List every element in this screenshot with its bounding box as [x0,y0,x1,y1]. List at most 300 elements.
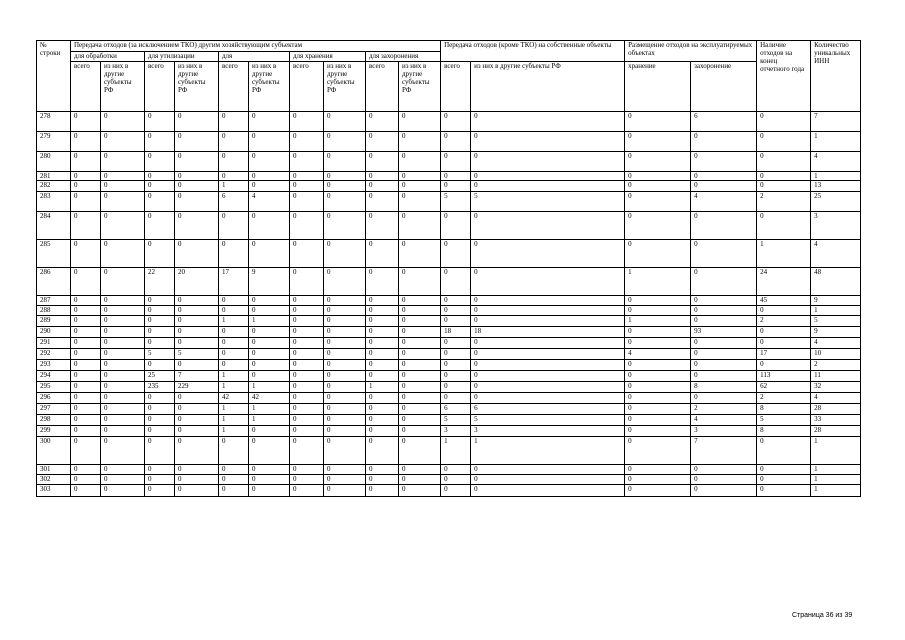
header-other-subjects-own: из них в другие субъекты РФ [471,62,625,112]
table-cell: 10 [811,349,861,360]
row-number-cell: 303 [37,485,71,497]
table-cell: 0 [399,437,441,465]
table-cell: 0 [441,371,471,382]
table-cell: 2 [757,393,811,404]
table-cell: 0 [145,437,175,465]
table-cell: 0 [175,212,219,240]
table-cell: 0 [290,338,324,349]
table-cell: 3 [691,426,757,437]
row-number-cell: 293 [37,360,71,371]
table-cell: 0 [471,212,625,240]
table-cell: 0 [71,327,101,338]
header-total: всего [219,62,249,112]
table-cell: 0 [175,240,219,268]
table-cell: 8 [757,404,811,415]
table-cell: 0 [399,404,441,415]
row-number-cell: 286 [37,268,71,296]
table-cell: 1 [625,316,691,327]
table-cell: 2 [691,404,757,415]
table-cell: 0 [366,426,399,437]
table-cell: 1 [811,437,861,465]
table-cell: 2 [757,316,811,327]
table-cell: 0 [101,415,145,426]
row-number-cell: 287 [37,296,71,306]
table-cell: 0 [399,360,441,371]
table-cell: 0 [249,112,290,132]
table-cell: 0 [71,132,101,152]
table-cell: 0 [399,338,441,349]
table-cell: 0 [625,212,691,240]
table-cell: 1 [249,415,290,426]
table-cell: 0 [399,268,441,296]
table-cell: 0 [145,415,175,426]
table-cell: 0 [399,296,441,306]
table-cell: 1 [249,404,290,415]
table-cell: 0 [290,371,324,382]
table-cell: 0 [71,393,101,404]
table-cell: 42 [249,393,290,404]
table-cell: 0 [757,181,811,192]
table-body [37,112,861,497]
table-cell: 0 [399,240,441,268]
table-cell: 0 [324,338,366,349]
table-cell: 0 [101,404,145,415]
table-cell: 3 [471,426,625,437]
table-cell: 0 [399,371,441,382]
table-cell: 0 [441,152,471,172]
row-number-cell: 294 [37,371,71,382]
row-number-cell: 279 [37,132,71,152]
table-cell: 0 [101,371,145,382]
table-cell: 0 [366,296,399,306]
table-cell: 1 [366,382,399,393]
table-cell: 0 [441,316,471,327]
table-cell: 0 [290,349,324,360]
table-cell: 11 [811,371,861,382]
table-cell: 0 [290,404,324,415]
table-cell: 0 [691,393,757,404]
table-cell: 0 [101,382,145,393]
table-cell: 0 [101,132,145,152]
table-cell: 0 [219,296,249,306]
row-number-cell: 295 [37,382,71,393]
table-cell: 62 [757,382,811,393]
table-cell: 0 [366,437,399,465]
table-cell: 0 [249,172,290,181]
table-cell: 113 [757,371,811,382]
table-cell: 0 [399,152,441,172]
table-cell: 0 [71,306,101,316]
table-cell: 1 [625,268,691,296]
table-cell: 0 [249,338,290,349]
header-burial: для захоронения [366,52,441,62]
table-cell: 0 [757,152,811,172]
table-cell: 5 [471,415,625,426]
row-number-cell: 289 [37,316,71,327]
table-cell: 0 [324,426,366,437]
table-cell: 1 [441,437,471,465]
row-number-cell: 291 [37,338,71,349]
table-cell: 5 [757,415,811,426]
table-cell: 0 [625,172,691,181]
table-cell: 0 [175,360,219,371]
table-cell: 13 [811,181,861,192]
table-cell: 0 [471,172,625,181]
table-cell: 229 [175,382,219,393]
table-cell: 5 [441,192,471,212]
table-cell: 0 [757,327,811,338]
table-cell: 0 [366,475,399,485]
table-row [37,485,861,497]
header-other-subjects: из них в другие субъекты РФ [175,62,219,112]
table-cell: 17 [219,268,249,296]
table-row [37,212,861,240]
table-cell: 6 [441,404,471,415]
table-cell: 0 [290,192,324,212]
table-cell: 0 [290,327,324,338]
table-cell: 0 [324,240,366,268]
table-cell: 0 [219,475,249,485]
table-cell: 0 [175,132,219,152]
table-cell: 0 [691,360,757,371]
table-cell: 0 [441,360,471,371]
table-cell: 0 [219,360,249,371]
table-cell: 0 [399,393,441,404]
table-cell: 0 [175,327,219,338]
table-cell: 0 [290,360,324,371]
table-cell: 0 [399,181,441,192]
table-cell: 0 [290,426,324,437]
table-cell: 0 [249,437,290,465]
table-cell: 0 [219,172,249,181]
table-cell: 0 [290,112,324,132]
table-cell: 4 [811,393,861,404]
table-cell: 9 [811,296,861,306]
table-cell: 0 [399,415,441,426]
table-cell: 25 [145,371,175,382]
table-cell: 0 [399,132,441,152]
table-cell: 0 [366,172,399,181]
table-cell: 0 [101,172,145,181]
table-cell: 0 [219,212,249,240]
table-cell: 0 [441,393,471,404]
table-row [37,132,861,152]
header-total: всего [441,62,471,112]
table-cell: 0 [625,132,691,152]
table-cell: 0 [625,485,691,497]
table-cell: 0 [441,132,471,152]
table-row [37,327,861,338]
table-cell: 0 [471,465,625,475]
table-cell: 1 [471,437,625,465]
table-cell: 1 [249,316,290,327]
table-cell: 0 [101,393,145,404]
table-cell: 18 [441,327,471,338]
table-row [37,465,861,475]
table-row [37,360,861,371]
table-cell: 0 [441,240,471,268]
table-cell: 0 [471,338,625,349]
table-cell: 7 [175,371,219,382]
table-cell: 1 [219,415,249,426]
table-cell: 0 [324,371,366,382]
table-cell: 0 [249,327,290,338]
table-cell: 0 [71,404,101,415]
row-number-cell: 296 [37,393,71,404]
table-cell: 0 [471,132,625,152]
table-cell: 0 [249,181,290,192]
header-inn-count: Количество уникальных ИНН [811,41,861,112]
table-cell: 0 [175,306,219,316]
table-cell: 0 [441,475,471,485]
table-row [37,426,861,437]
table-cell: 0 [691,465,757,475]
table-cell: 0 [101,181,145,192]
table-cell: 0 [441,172,471,181]
table-cell: 1 [219,316,249,327]
table-cell: 0 [757,338,811,349]
header-neutralization: для [219,52,290,62]
table-row [37,404,861,415]
row-number-cell: 288 [37,306,71,316]
table-cell: 22 [145,268,175,296]
table-cell: 0 [249,475,290,485]
table-row [37,316,861,327]
table-row [37,415,861,426]
table-cell: 0 [145,172,175,181]
table-cell: 0 [290,212,324,240]
table-cell: 0 [366,327,399,338]
table-cell: 0 [175,404,219,415]
table-cell: 9 [249,268,290,296]
table-cell: 0 [175,296,219,306]
table-cell: 1 [811,132,861,152]
table-cell: 0 [219,112,249,132]
table-row [37,393,861,404]
table-cell: 1 [219,382,249,393]
table-cell: 0 [101,338,145,349]
table-cell: 0 [324,437,366,465]
table-cell: 0 [219,132,249,152]
table-cell: 0 [757,475,811,485]
table-cell: 0 [691,152,757,172]
header-processing: для обработки [71,52,145,62]
table-cell: 0 [175,485,219,497]
table-cell: 0 [691,181,757,192]
table-cell: 0 [757,132,811,152]
table-cell: 0 [471,268,625,296]
table-cell: 0 [366,181,399,192]
table-cell: 1 [811,172,861,181]
header-other-subjects: из них в другие субъекты РФ [101,62,145,112]
table-cell: 93 [691,327,757,338]
table-cell: 235 [145,382,175,393]
table-cell: 9 [811,327,861,338]
table-cell: 0 [101,268,145,296]
table-cell: 0 [101,465,145,475]
table-row [37,349,861,360]
table-cell: 0 [691,316,757,327]
row-number-cell: 283 [37,192,71,212]
table-cell: 0 [175,338,219,349]
table-cell: 0 [399,426,441,437]
table-cell: 0 [441,112,471,132]
table-cell: 0 [145,338,175,349]
table-cell: 1 [811,306,861,316]
table-cell: 0 [71,316,101,327]
table-row [37,338,861,349]
table-cell: 0 [471,296,625,306]
table-cell: 0 [249,360,290,371]
table-cell: 4 [811,152,861,172]
table-cell: 0 [691,268,757,296]
row-number-cell: 280 [37,152,71,172]
table-cell: 0 [625,152,691,172]
table-cell: 0 [441,296,471,306]
table-cell: 0 [101,327,145,338]
table-cell: 0 [324,152,366,172]
table-cell: 0 [71,212,101,240]
table-cell: 0 [324,192,366,212]
table-cell: 0 [691,240,757,268]
table-cell: 5 [441,415,471,426]
table-cell: 0 [366,306,399,316]
table-cell: 0 [324,382,366,393]
table-row [37,437,861,465]
table-cell: 0 [691,338,757,349]
table-cell: 0 [399,475,441,485]
table-cell: 0 [219,465,249,475]
table-cell: 5 [471,192,625,212]
table-cell: 28 [811,426,861,437]
table-cell: 0 [471,181,625,192]
table-cell: 0 [290,132,324,152]
table-cell: 0 [71,192,101,212]
row-number-cell: 298 [37,415,71,426]
table-cell: 0 [324,475,366,485]
table-cell: 0 [145,485,175,497]
table-cell: 0 [290,172,324,181]
table-cell: 0 [471,316,625,327]
table-cell: 1 [219,371,249,382]
table-cell: 0 [101,112,145,132]
table-cell: 0 [249,212,290,240]
table-cell: 0 [625,327,691,338]
table-cell: 0 [366,132,399,152]
table-cell: 0 [71,360,101,371]
table-cell: 0 [290,437,324,465]
table-cell: 4 [691,192,757,212]
header-row-number: № строки [37,41,71,112]
table-cell: 0 [175,415,219,426]
table-cell: 1 [219,426,249,437]
table-cell: 0 [290,393,324,404]
table-cell: 0 [71,475,101,485]
row-number-cell: 281 [37,172,71,181]
row-number-cell: 299 [37,426,71,437]
table-cell: 4 [625,349,691,360]
table-cell: 0 [691,132,757,152]
table-cell: 0 [625,465,691,475]
table-cell: 0 [219,338,249,349]
table-row [37,152,861,172]
table-cell: 0 [324,316,366,327]
table-cell: 0 [175,393,219,404]
table-cell: 0 [625,437,691,465]
table-cell: 48 [811,268,861,296]
table-cell: 0 [101,212,145,240]
table-cell: 0 [71,240,101,268]
table-cell: 0 [145,404,175,415]
table-cell: 0 [324,296,366,306]
table-cell: 0 [324,349,366,360]
table-cell: 0 [249,296,290,306]
table-cell: 1 [219,404,249,415]
table-cell: 0 [324,465,366,475]
table-row [37,172,861,181]
table-cell: 0 [399,172,441,181]
table-cell: 42 [219,393,249,404]
row-number-cell: 285 [37,240,71,268]
header-placement: Размещение отходов на эксплуатируемых объектах [625,41,757,62]
table-cell: 0 [290,415,324,426]
table-cell: 0 [625,181,691,192]
table-cell: 0 [101,360,145,371]
table-cell: 0 [366,338,399,349]
header-storing: хранение [625,62,691,112]
table-cell: 0 [219,437,249,465]
table-cell: 0 [399,192,441,212]
table-cell: 0 [145,393,175,404]
table-cell: 0 [290,181,324,192]
table-cell: 0 [399,327,441,338]
table-cell: 6 [691,112,757,132]
table-cell: 0 [71,349,101,360]
table-cell: 0 [366,192,399,212]
table-cell: 0 [145,465,175,475]
row-number-cell: 278 [37,112,71,132]
table-cell: 0 [101,152,145,172]
table-row [37,475,861,485]
table-cell: 0 [471,240,625,268]
table-cell: 0 [324,485,366,497]
table-cell: 0 [441,268,471,296]
table-cell: 0 [366,212,399,240]
table-cell: 0 [471,360,625,371]
table-cell: 0 [471,112,625,132]
header-transfer-own: Передача отходов (кроме ТКО) на собственные объекты [441,41,625,62]
row-number-cell: 302 [37,475,71,485]
table-cell: 0 [249,132,290,152]
table-cell: 0 [145,360,175,371]
table-cell: 0 [175,475,219,485]
table-cell: 2 [757,192,811,212]
row-number-cell: 290 [37,327,71,338]
table-cell: 0 [145,306,175,316]
table-cell: 0 [625,360,691,371]
table-cell: 6 [471,404,625,415]
table-cell: 0 [249,349,290,360]
table-cell: 32 [811,382,861,393]
table-cell: 0 [471,371,625,382]
table-cell: 0 [691,371,757,382]
table-cell: 25 [811,192,861,212]
table-cell: 0 [71,152,101,172]
header-total: всего [71,62,101,112]
table-cell: 0 [324,404,366,415]
row-number-cell: 284 [37,212,71,240]
row-number-cell: 297 [37,404,71,415]
